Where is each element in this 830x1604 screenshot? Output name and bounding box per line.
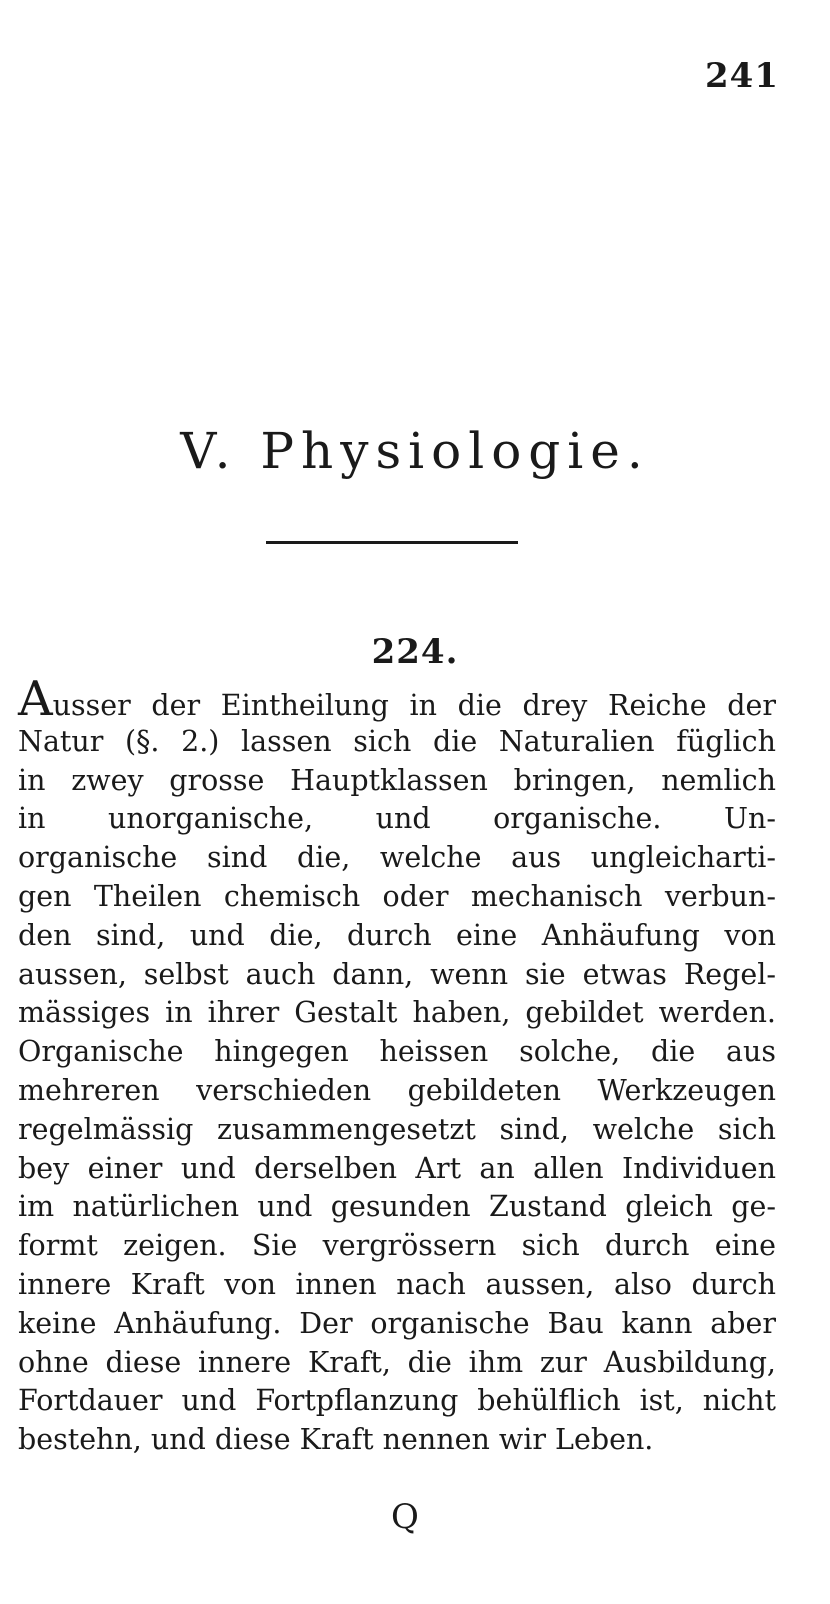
text-line: in unorganische, und organische. Un- bbox=[18, 802, 776, 836]
text-line: ohne diese innere Kraft, die ihm zur Ausbildung, bbox=[18, 1345, 776, 1379]
text-line: in zwey grosse Hauptklassen bringen, nemlich bbox=[18, 763, 776, 797]
text-line: regelmässig zusammengesetzt sind, welche sich bbox=[18, 1112, 776, 1146]
text-line: organische sind die, welche aus ungleicharti- bbox=[18, 841, 776, 875]
catchword: Q bbox=[391, 1497, 419, 1537]
text-line: bey einer und derselben Art an allen Individuen bbox=[18, 1151, 776, 1185]
body-paragraph bbox=[18, 671, 776, 1460]
text-line: bestehn, und diese Kraft nennen wir Leben. bbox=[18, 1423, 654, 1457]
text-line: den sind, und die, durch eine Anhäufung von bbox=[18, 918, 776, 952]
text-line: keine Anhäufung. Der organische Bau kann aber bbox=[18, 1306, 776, 1340]
section-number: 224. bbox=[371, 632, 459, 672]
text-line bbox=[18, 671, 776, 727]
text-line: Organische hingegen heissen solche, die aus bbox=[18, 1035, 776, 1069]
text-line: innere Kraft von innen nach aussen, also durch bbox=[18, 1267, 776, 1301]
text-line: im natürlichen und gesunden Zustand gleich ge- bbox=[18, 1190, 776, 1224]
title-rule bbox=[266, 541, 518, 544]
chapter-title: V. Physiologie. bbox=[180, 422, 650, 480]
dropcap: A bbox=[18, 671, 53, 727]
page-number: 241 bbox=[705, 56, 779, 96]
text-line: mehreren verschieden gebildeten Werkzeugen bbox=[18, 1073, 776, 1107]
text-line: Natur (§. 2.) lassen sich die Naturalien füglich bbox=[18, 724, 776, 758]
text-line-content: usser der Eintheilung in die drey Reiche der bbox=[52, 689, 776, 722]
text-line: aussen, selbst auch dann, wenn sie etwas Regel- bbox=[18, 957, 776, 991]
text-line: mässiges in ihrer Gestalt haben, gebildet werden. bbox=[18, 996, 776, 1030]
text-line: Fortdauer und Fortpflanzung behülflich ist, nicht bbox=[18, 1384, 776, 1418]
text-line: gen Theilen chemisch oder mechanisch verbun- bbox=[18, 879, 776, 913]
text-line: formt zeigen. Sie vergrössern sich durch eine bbox=[18, 1229, 776, 1263]
